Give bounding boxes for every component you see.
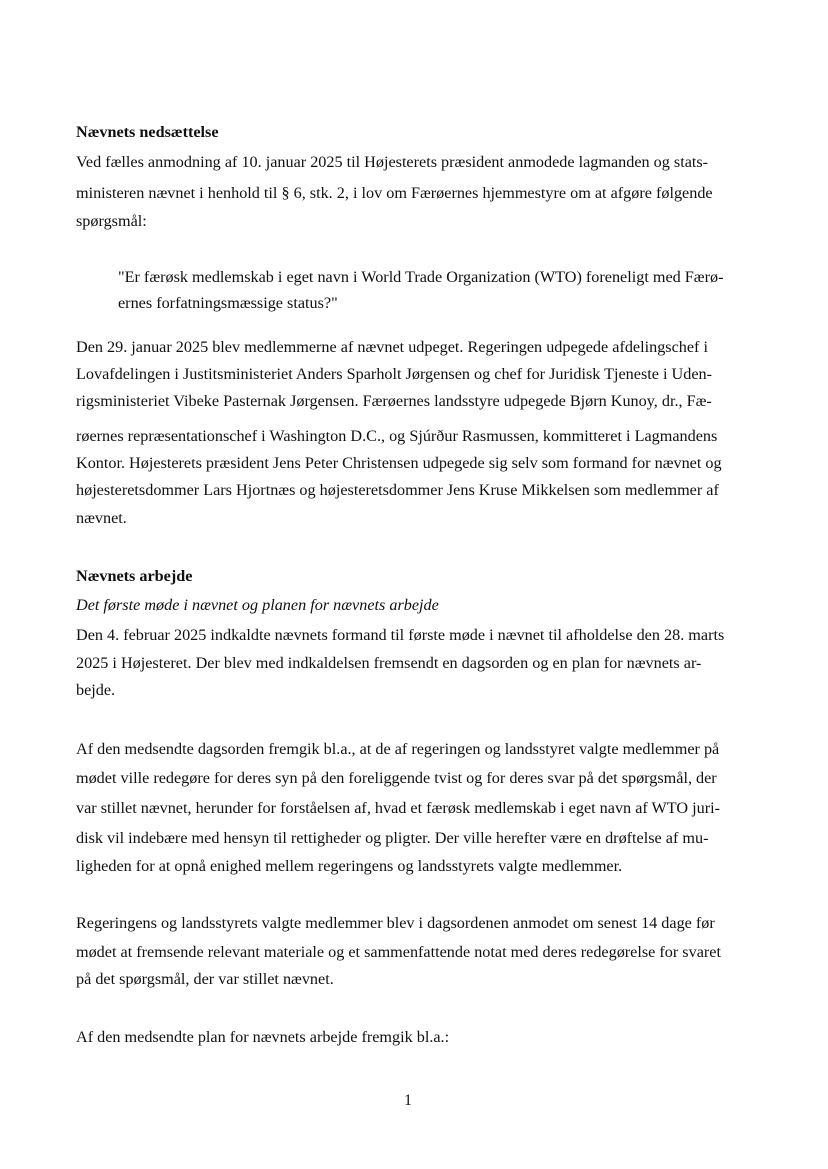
paragraph-line: højesteretsdommer Lars Hjortnæs og højesteretsdommer Jens Kruse Mikkelsen som medlemmer af (76, 481, 719, 499)
paragraph-line: rigsministeriet Vibeke Pasternak Jørgensen. Færøernes landsstyre udpegede Bjørn Kunoy, dr., Fæ- (76, 392, 712, 410)
paragraph-line: var stillet nævnet, herunder for forståelsen af, hvad et færøsk medlemskab i eget navn af WTO juri- (76, 799, 721, 817)
paragraph-line: Ved fælles anmodning af 10. januar 2025 til Højesterets præsident anmodede lagmanden og stats- (76, 153, 709, 171)
section-subheading: Det første møde i nævnet og planen for nævnets arbejde (76, 596, 439, 614)
paragraph-line: Lovafdelingen i Justitsministeriet Anders Sparholt Jørgensen og chef for Juridisk Tjeneste i Uden- (76, 365, 712, 383)
quote-line: ernes forfatningsmæssige status?" (118, 294, 338, 312)
paragraph-line: Den 4. februar 2025 indkaldte nævnets formand til første møde i nævnet til afholdelse den 28. marts (76, 626, 725, 644)
paragraph-line: bejde. (76, 681, 116, 699)
paragraph-line: Af den medsendte dagsorden fremgik bl.a., at de af regeringen og landsstyret valgte medlemmer på (76, 740, 720, 758)
page-number: 1 (404, 1092, 412, 1109)
paragraph-line: på det spørgsmål, der var stillet nævnet. (76, 970, 334, 988)
paragraph-line: disk vil indebære med hensyn til rettigheder og pligter. Der ville herefter være en drøftelse af mu- (76, 829, 709, 847)
paragraph-line: mødet ville redegøre for deres syn på den foreliggende tvist og for deres svar på det spørgsmål, der (76, 769, 717, 787)
quote-line: "Er færøsk medlemskab i eget navn i World Trade Organization (WTO) foreneligt med Færø- (118, 268, 724, 286)
paragraph-line: spørgsmål: (76, 212, 147, 230)
paragraph-line: ligheden for at opnå enighed mellem regeringens og landsstyrets valgte medlemmer. (76, 857, 623, 875)
paragraph-line: Kontor. Højesterets præsident Jens Peter Christensen udpegede sig selv som formand for nævnet og (76, 454, 722, 472)
paragraph-line: Den 29. januar 2025 blev medlemmerne af nævnet udpeget. Regeringen udpegede afdelingschef i (76, 338, 708, 356)
paragraph-line: 2025 i Højesteret. Der blev med indkaldelsen fremsendt en dagsorden og en plan for nævnets ar- (76, 654, 702, 672)
paragraph-line: nævnet. (76, 509, 127, 527)
section-heading-nedsaettelse: Nævnets nedsættelse (76, 123, 219, 141)
paragraph-line: ministeren nævnet i henhold til § 6, stk. 2, i lov om Færøernes hjemmestyre om at afgøre følgende (76, 184, 713, 202)
paragraph-line: mødet at fremsende relevant materiale og et sammenfattende notat med deres redegørelse for svaret (76, 943, 721, 961)
paragraph-line: Af den medsendte plan for nævnets arbejde fremgik bl.a.: (76, 1028, 450, 1046)
section-heading-arbejde: Nævnets arbejde (76, 567, 193, 585)
paragraph-line: røernes repræsentationschef i Washington D.C., og Sjúrður Rasmussen, kommitteret i Lagmandens (76, 427, 718, 445)
paragraph-line: Regeringens og landsstyrets valgte medlemmer blev i dagsordenen anmodet om senest 14 dage før (76, 914, 715, 932)
